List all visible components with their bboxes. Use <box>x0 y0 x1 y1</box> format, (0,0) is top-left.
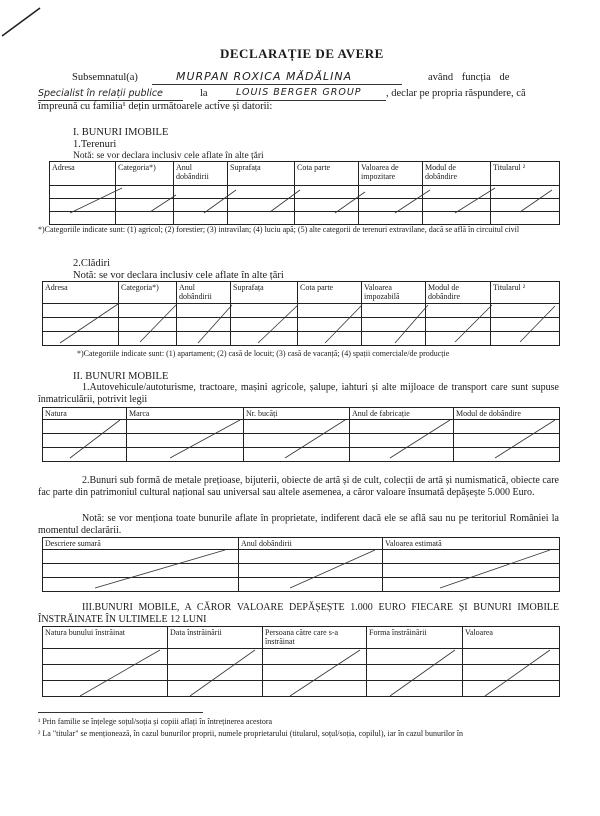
name-field[interactable]: MURPAN ROXICA MĂDĂLINA <box>176 70 353 83</box>
subsemnatul-label: Subsemnatul(a) <box>72 72 138 83</box>
col-header: Natura bunului înstrăinat <box>43 627 168 649</box>
col-header: Descriere sumară <box>43 538 239 550</box>
cladiri-footnote: *)Categoriile indicate sunt: (1) apartament; (2) casă de locuit; (3) casă de vacanță; (4) spații comerciale/de producție <box>77 349 450 358</box>
section-2-heading: II. BUNURI MOBILE <box>73 371 169 382</box>
declar-label: , declar pe propria răspundere, că <box>386 88 526 99</box>
col-header: Anul de fabricație <box>350 408 454 420</box>
function-field[interactable]: Specialist în relații publice <box>38 88 163 99</box>
section-1-heading: I. BUNURI IMOBILE <box>73 127 169 138</box>
impreuna-text: împreună cu familia¹ dețin următoarele active și datorii: <box>38 101 273 112</box>
col-header: Valoarea impozabilă <box>362 282 426 304</box>
footnote-1: ¹ Prin familie se înțelege soțul/soția și copiii aflați în întreținerea acestora <box>38 717 273 726</box>
col-header: Suprafața <box>228 162 295 186</box>
col-header: Modul de dobândire <box>426 282 491 304</box>
col-header: Valoarea <box>463 627 560 649</box>
col-header: Natura <box>43 408 127 420</box>
col-header: Anul dobândirii <box>174 162 228 186</box>
page-title: DECLARAȚIE DE AVERE <box>220 46 384 61</box>
metale-text: 2.Bunuri sub formă de metale prețioase, bijuterii, obiecte de artă și de cult, colecții de artă și numismatică, obiecte care fac parte din patrimoniul cultural național sau universal sau altele asemenea, a căror valoare însumată depășește 5.000 Euro. <box>38 475 559 498</box>
col-header: Modul de dobândire <box>423 162 491 186</box>
col-header: Categoria*) <box>119 282 177 304</box>
cladiri-heading: 2.Clădiri <box>73 258 111 269</box>
col-header: Cota parte <box>298 282 362 304</box>
terenuri-note: Notă: se vor declara inclusiv cele aflate în alte țări <box>73 151 264 161</box>
col-header: Adresa <box>50 162 116 186</box>
col-header: Titularul ² <box>491 162 560 186</box>
col-header: Modul de dobândire <box>454 408 560 420</box>
terenuri-heading: 1.Terenuri <box>73 139 117 150</box>
col-header: Suprafața <box>231 282 298 304</box>
col-header: Titularul ² <box>491 282 560 304</box>
col-header: Valoarea de impozitare <box>359 162 423 186</box>
col-header: Anul dobândirii <box>239 538 383 550</box>
col-header: Forma înstrăinării <box>367 627 463 649</box>
avand-label: având funcția de <box>428 72 510 83</box>
col-header: Categoria*) <box>116 162 174 186</box>
col-header: Marca <box>127 408 244 420</box>
la-label: la <box>200 88 208 99</box>
col-header: Adresa <box>43 282 119 304</box>
cladiri-note: Notă: se vor declara inclusiv cele aflate în alte țări <box>73 270 284 281</box>
metale-note: Notă: se vor menționa toate bunurile aflate în proprietate, indiferent dacă ele se află sau nu pe teritoriul României la momentul declarării. <box>38 513 559 536</box>
auto-text: 1.Autovehicule/autoturisme, tractoare, mașini agricole, șalupe, iahturi și alte mijloace de transport care sunt supuse înmatriculării, potrivit legii <box>38 382 559 405</box>
footnote-2: ² La "titular" se menționează, în cazul bunurilor proprii, numele proprietarului (titularul, soțul/soția, copilul), iar în cazul bunurilor în <box>38 729 464 738</box>
col-header: Anul dobândirii <box>177 282 231 304</box>
col-header: Data înstrăinării <box>168 627 263 649</box>
col-header: Nr. bucăți <box>244 408 350 420</box>
col-header: Persoana către care s-a înstrăinat <box>263 627 367 649</box>
terenuri-footnote: *)Categoriile indicate sunt: (1) agricol; (2) forestier; (3) intravilan; (4) luciu apă; (5) alte categorii de terenuri extravilane, dacă se află în circuitul civil <box>38 225 520 234</box>
col-header: Cota parte <box>295 162 359 186</box>
employer-field[interactable]: LOUIS BERGER GROUP <box>236 87 362 98</box>
col-header: Valoarea estimată <box>383 538 560 550</box>
section-3-heading: III.BUNURI MOBILE, A CĂROR VALOARE DEPĂȘEȘTE 1.000 EURO FIECARE ȘI BUNURI IMOBILE ÎNSTRĂINATE ÎN ULTIMELE 12 LUNI <box>38 602 559 625</box>
